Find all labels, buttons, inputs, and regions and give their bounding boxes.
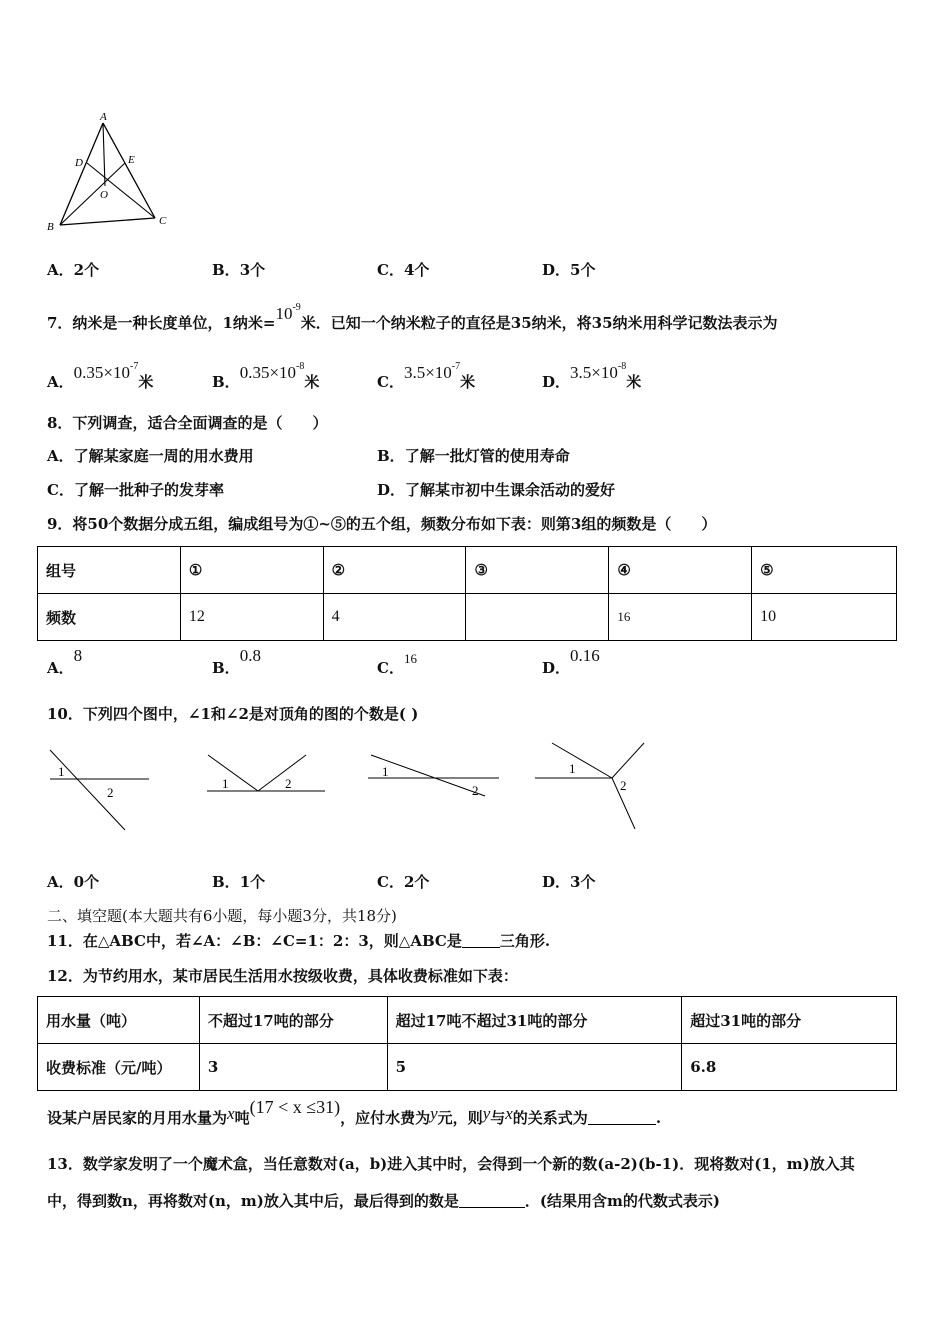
- q12-stem: 12．为节约用水，某市居民生活用水按级收费，具体收费标准如下表：: [47, 967, 518, 985]
- q13-line-2: 中，得到数n，再将数对(n，m)放入其中后，最后得到的数是 ．(结果用含m的代数式表示): [47, 1192, 720, 1210]
- table-cell: 超过31吨的部分: [682, 997, 897, 1044]
- table-cell: 10: [752, 594, 897, 641]
- q9-option-a[interactable]: A．8: [47, 646, 83, 677]
- q7-option-c[interactable]: C．$3.5\times 10^{-7}$米: [377, 361, 476, 391]
- label-d: D: [75, 157, 83, 169]
- q7-option-d[interactable]: D．$3.5\times 10^{-8}$米: [542, 361, 642, 391]
- table-cell: 用水量（吨）: [38, 997, 200, 1044]
- q6-option-d[interactable]: D．5个: [542, 261, 596, 279]
- q12-fee-table: [37, 996, 897, 1091]
- table-cell: 3: [199, 1044, 387, 1091]
- angle-label-2: 2: [107, 785, 114, 800]
- q8-option-b[interactable]: B．了解一批灯管的使用寿命: [377, 447, 570, 465]
- angle-label-1: 1: [222, 776, 229, 791]
- q12-relation-line: 设某户居民家的月用水量为x吨(17 < x ≤31)，应付水费为y元，则y与x的关系式为 .: [47, 1097, 662, 1127]
- q7-stem: 7．纳米是一种长度单位，1纳米$=10^{-9}$米．已知一个纳米粒子的直径是35纳米，将35纳米用科学记数法表示为: [47, 302, 778, 332]
- table-cell: ④: [609, 547, 752, 594]
- slanted-line: [50, 750, 125, 830]
- table-row: [38, 594, 897, 641]
- label-o: O: [100, 189, 108, 201]
- label-c: C: [159, 215, 167, 227]
- q9-option-d[interactable]: D．0.16: [542, 646, 600, 677]
- table-cell: 5: [387, 1044, 682, 1091]
- q11-stem: 11．在△ABC中，若∠A：∠B：∠C=1：2：3，则△ABC是 三角形.: [47, 932, 551, 950]
- cross-line: [612, 743, 644, 778]
- q9-option-c[interactable]: C．16: [377, 651, 417, 677]
- side-bc: [60, 218, 155, 225]
- q9-stem: 9．将50个数据分成五组，编成组号为①~⑤的五个组，频数分布如下表：则第3组的频数是（ ）: [47, 515, 717, 533]
- q9-option-b[interactable]: B．0.8: [212, 646, 261, 677]
- segment-cd: [87, 163, 155, 218]
- q6-option-c[interactable]: C．4个: [377, 261, 430, 279]
- q7-option-b[interactable]: B．$0.35\times 10^{-8}$米: [212, 361, 320, 391]
- angle-label-1: 1: [58, 764, 65, 779]
- q13-line-1: 13．数学家发明了一个魔术盒，当任意数对(a，b)进入其中时，会得到一个新的数(a-2)(b-1)．现将数对(1，m)放入其: [47, 1155, 855, 1173]
- q9-frequency-table: [37, 546, 897, 641]
- table-cell: 不超过17吨的部分: [199, 997, 387, 1044]
- table-cell: 12: [180, 594, 323, 641]
- table-cell: 频数: [38, 594, 181, 641]
- right-ray: [258, 755, 306, 791]
- side-ac: [103, 123, 155, 218]
- angle-label-2: 2: [472, 783, 479, 798]
- q10-option-a[interactable]: A．0个: [47, 873, 100, 891]
- table-row: [38, 547, 897, 594]
- table-cell: 4: [323, 594, 466, 641]
- table-cell: ①: [180, 547, 323, 594]
- table-cell: 16: [609, 594, 752, 641]
- angle-figure-1: [45, 745, 155, 840]
- table-cell: 收费标准（元/吨）: [38, 1044, 200, 1091]
- table-row: [38, 997, 897, 1044]
- angle-figure-2: [200, 745, 330, 805]
- table-cell: ②: [323, 547, 466, 594]
- q8-stem: 8．下列调查，适合全面调查的是（ ）: [47, 414, 328, 432]
- angle-label-1: 1: [569, 761, 576, 776]
- table-cell: 6.8: [682, 1044, 897, 1091]
- q10-option-d[interactable]: D．3个: [542, 873, 596, 891]
- q8-option-d[interactable]: D．了解某市初中生课余活动的爱好: [377, 481, 616, 499]
- answer-blank[interactable]: [462, 933, 500, 948]
- q10-option-c[interactable]: C．2个: [377, 873, 430, 891]
- q8-option-c[interactable]: C．了解一批种子的发芽率: [47, 481, 224, 499]
- q10-stem: 10．下列四个图中，∠1和∠2是对顶角的图的个数是( ): [47, 705, 419, 723]
- segment-be: [60, 163, 125, 225]
- q8-option-a[interactable]: A．了解某家庭一周的用水费用: [47, 447, 254, 465]
- triangle-figure: [40, 108, 180, 238]
- table-cell: [466, 594, 609, 641]
- side-ab: [60, 123, 103, 225]
- angle-figure-4: [530, 738, 650, 833]
- table-cell: 超过17吨不超过31吨的部分: [387, 997, 682, 1044]
- angle-label-2: 2: [620, 778, 627, 793]
- angle-figure-3: [365, 745, 505, 805]
- angle-label-1: 1: [382, 764, 389, 779]
- q6-option-a[interactable]: A．2个: [47, 261, 100, 279]
- answer-blank[interactable]: [459, 1193, 525, 1208]
- angle-label-2: 2: [285, 776, 292, 791]
- table-cell: ⑤: [752, 547, 897, 594]
- answer-blank[interactable]: [588, 1110, 656, 1125]
- label-a: A: [100, 111, 107, 123]
- upper-left-ray: [552, 743, 612, 778]
- section-heading: 二、填空题(本大题共有6小题，每小题3分，共18分): [47, 907, 397, 925]
- table-row: [38, 1044, 897, 1091]
- left-ray: [208, 755, 258, 791]
- q6-option-b[interactable]: B．3个: [212, 261, 266, 279]
- label-b: B: [47, 221, 54, 233]
- label-e: E: [128, 154, 135, 166]
- q7-option-a[interactable]: A．$0.35\times 10^{-7}$米: [47, 361, 154, 391]
- table-cell: 组号: [38, 547, 181, 594]
- table-cell: ③: [466, 547, 609, 594]
- q10-option-b[interactable]: B．1个: [212, 873, 266, 891]
